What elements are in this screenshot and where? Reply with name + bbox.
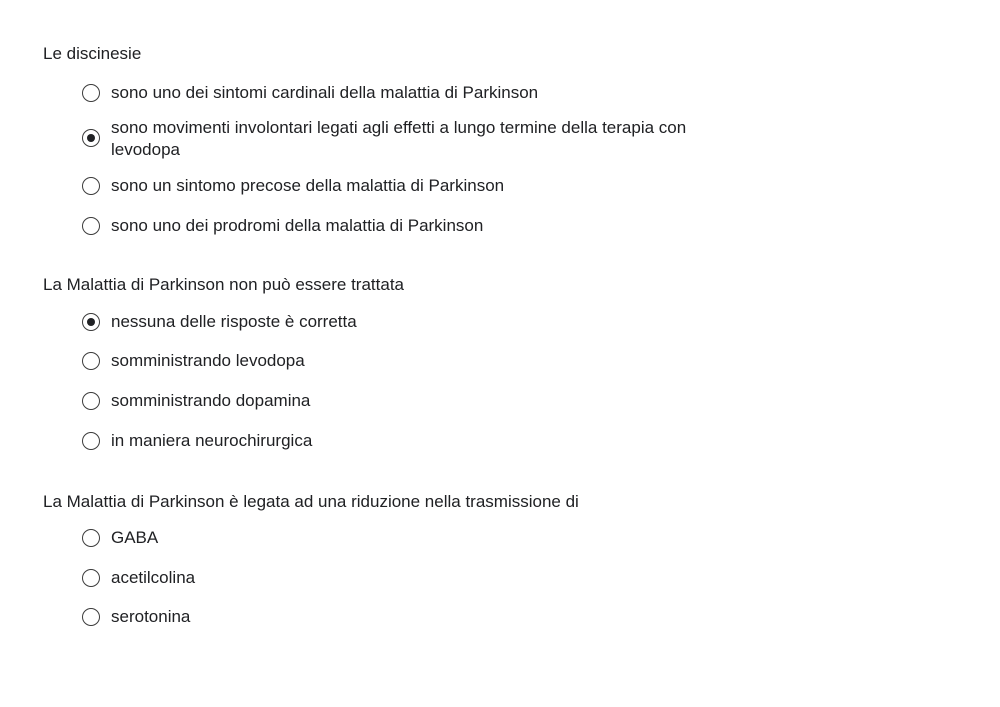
- answer-label: nessuna delle risposte è corretta: [111, 312, 357, 331]
- radio-button[interactable]: [82, 313, 100, 331]
- question-3: [43, 491, 943, 626]
- answer-label: sono movimenti involontari legati agli effetti a lungo termine della terapia con levodopa: [111, 118, 687, 159]
- answer-label: sono uno dei sintomi cardinali della malattia di Parkinson: [111, 83, 539, 102]
- radio-button[interactable]: [82, 608, 100, 626]
- radio-button[interactable]: [82, 217, 100, 235]
- question-title: La Malattia di Parkinson è legata ad una riduzione nella trasmissione di: [43, 492, 579, 511]
- radio-button[interactable]: [82, 529, 100, 547]
- question-1: [43, 43, 943, 235]
- answer-label: GABA: [111, 528, 159, 547]
- answer-label: in maniera neurochirurgica: [111, 431, 313, 450]
- answer-label: somministrando levodopa: [111, 351, 305, 370]
- answer-label: serotonina: [111, 607, 191, 626]
- answer-label: sono un sintomo precose della malattia di Parkinson: [111, 176, 505, 195]
- answer-label: acetilcolina: [111, 568, 196, 587]
- question-2: [43, 274, 943, 450]
- radio-button[interactable]: [82, 352, 100, 370]
- radio-button[interactable]: [82, 129, 100, 147]
- question-title: La Malattia di Parkinson non può essere trattata: [43, 275, 404, 294]
- answer-label: sono uno dei prodromi della malattia di Parkinson: [111, 216, 484, 235]
- answer-label: somministrando dopamina: [111, 391, 311, 410]
- question-title: Le discinesie: [43, 44, 142, 63]
- radio-button[interactable]: [82, 569, 100, 587]
- radio-button[interactable]: [82, 432, 100, 450]
- radio-button[interactable]: [82, 392, 100, 410]
- radio-button[interactable]: [82, 177, 100, 195]
- radio-button[interactable]: [82, 84, 100, 102]
